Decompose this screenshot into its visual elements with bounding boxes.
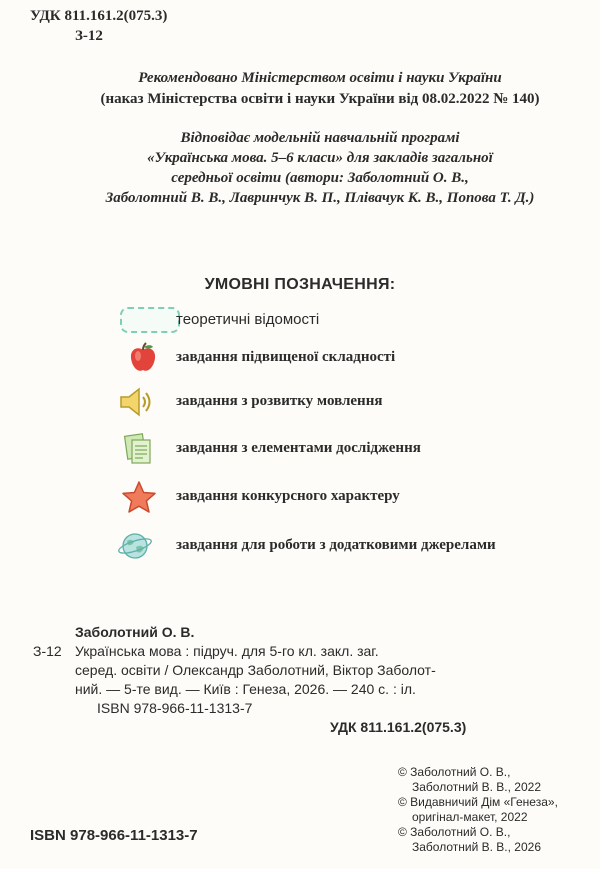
- legend-title: УМОВНІ ПОЗНАЧЕННЯ:: [204, 276, 396, 293]
- legend-item-speech: [100, 385, 595, 419]
- legend-item-label: завдання підвищеної складності: [176, 349, 396, 365]
- copyright-line-5: © Заболотний О. В.,: [398, 825, 511, 839]
- copyright-line-4: оригінал-макет, 2022: [412, 810, 528, 824]
- legend-item-advanced: [100, 341, 595, 375]
- speaker-icon: [114, 385, 160, 419]
- recommendation-order: (наказ Міністерства освіти і науки України від 08.02.2022 № 140): [100, 91, 540, 107]
- recommendation-line: Рекомендовано Міністерством освіти і науки України: [138, 70, 502, 86]
- catalog-isbn: ISBN 978-966-11-1313-7: [97, 700, 253, 716]
- globe-icon: [114, 529, 156, 563]
- copyright-line-3: © Видавничий Дім «Генеза»,: [398, 795, 558, 809]
- legend-item-label: теоретичні відомості: [176, 311, 320, 328]
- dashed-box-icon: [100, 303, 180, 337]
- catalog-udk: УДК 811.161.2(075.3): [330, 719, 467, 735]
- catalog-author: Заболотний О. В.: [75, 624, 195, 640]
- catalog-index: З-12: [33, 643, 62, 659]
- legend-item-label: завдання з елементами дослідження: [176, 440, 421, 456]
- catalog-line-3: ний. — 5-те вид. — Київ : Генеза, 2026. — 240 с. : іл.: [75, 681, 416, 697]
- legend-item-label: завдання для роботи з додатковими джерелами: [176, 537, 496, 553]
- conformity-line-3: середньої освіти (автори: Заболотний О. В.,: [171, 170, 469, 186]
- conformity-line-1: Відповідає модельній навчальній програмі: [180, 130, 460, 146]
- legend-item-label: завдання конкурсного характеру: [176, 488, 400, 504]
- catalog-line-1: Українська мова : підруч. для 5-го кл. закл. заг.: [75, 643, 379, 659]
- copyright-line-6: Заболотний В. В., 2026: [412, 840, 541, 854]
- conformity-line-2: «Українська мова. 5–6 класи» для закладів загальної: [147, 150, 493, 166]
- legend-item-theory: [100, 303, 595, 337]
- legend-item-sources: [100, 529, 595, 563]
- conformity-line-4: Заболотний В. В., Лавринчук В. П., Плівачук К. В., Попова Т. Д.): [105, 190, 535, 206]
- legend-item-contest: [100, 480, 595, 514]
- copyright-line-1: © Заболотний О. В.,: [398, 765, 511, 779]
- catalog-line-2: серед. освіти / Олександр Заболотний, Віктор Заболот-: [75, 662, 436, 678]
- star-icon: [118, 480, 160, 514]
- isbn-bottom: ISBN 978-966-11-1313-7: [30, 827, 198, 844]
- author-index: З-12: [75, 28, 103, 44]
- legend-item-label: завдання з розвитку мовлення: [176, 393, 383, 409]
- copyright-line-2: Заболотний В. В., 2022: [412, 780, 541, 794]
- apple-icon: [122, 341, 164, 375]
- research-papers-icon: [118, 432, 160, 466]
- legend-item-research: [100, 432, 595, 466]
- udk-code: УДК 811.161.2(075.3): [30, 8, 168, 24]
